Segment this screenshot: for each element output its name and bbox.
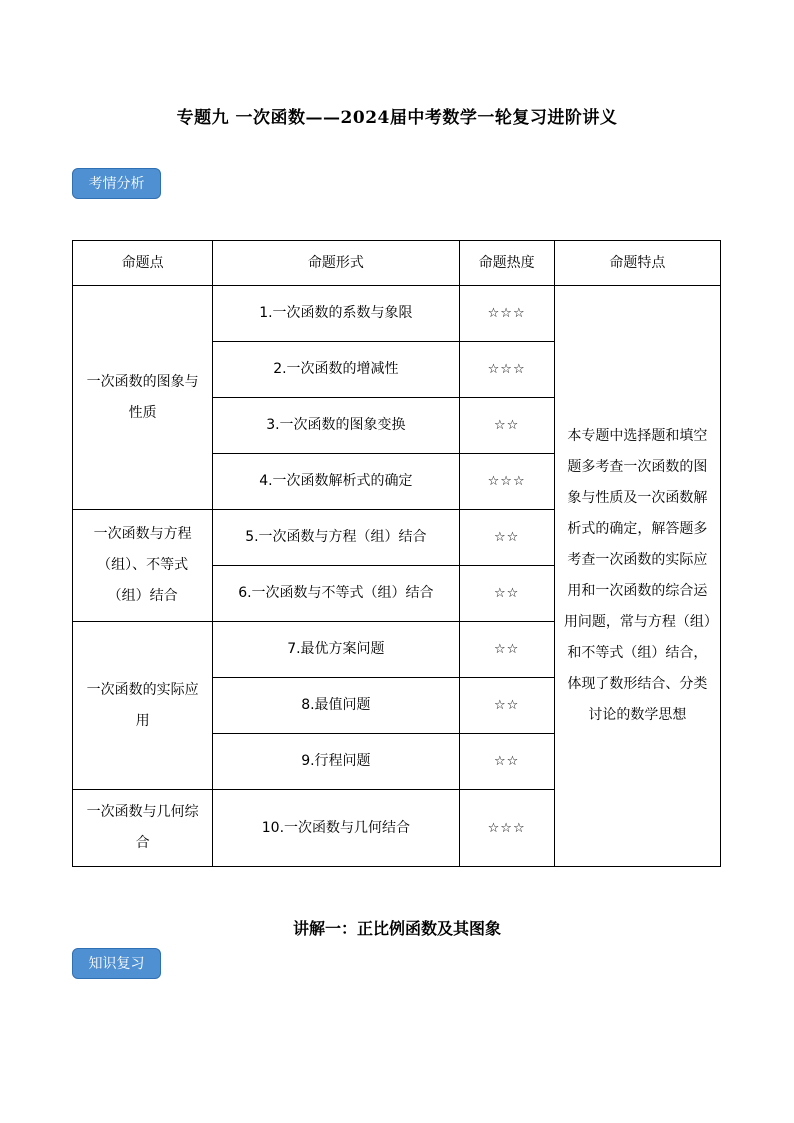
heat-cell: ☆☆: [459, 398, 554, 454]
heat-cell: ☆☆: [459, 622, 554, 678]
header-form: 命题形式: [213, 241, 459, 286]
form-cell: 4.一次函数解析式的确定: [213, 454, 459, 510]
form-cell: 9.行程问题: [213, 734, 459, 790]
review-tag: 知识复习: [72, 948, 161, 979]
header-heat: 命题热度: [459, 241, 554, 286]
heat-cell: ☆☆: [459, 678, 554, 734]
table-header-row: [73, 241, 721, 286]
exam-analysis-table: [72, 240, 721, 867]
heat-cell: ☆☆☆: [459, 790, 554, 867]
heat-cell: ☆☆☆: [459, 286, 554, 342]
analysis-tag: 考情分析: [72, 168, 161, 199]
header-point: 命题点: [73, 241, 213, 286]
page-title: 专题九 一次函数——2024届中考数学一轮复习进阶讲义: [176, 108, 618, 128]
heat-cell: ☆☆: [459, 510, 554, 566]
form-cell: 2.一次函数的增减性: [213, 342, 459, 398]
form-cell: 5.一次函数与方程（组）结合: [213, 510, 459, 566]
point-cell: 一次函数与方程（组）、不等式（组）结合: [73, 510, 213, 622]
heat-cell: ☆☆☆: [459, 454, 554, 510]
form-cell: 3.一次函数的图象变换: [213, 398, 459, 454]
form-cell: 10.一次函数与几何结合: [213, 790, 459, 867]
point-cell: 一次函数的实际应用: [73, 622, 213, 790]
heat-cell: ☆☆: [459, 734, 554, 790]
form-cell: 7.最优方案问题: [213, 622, 459, 678]
form-cell: 1.一次函数的系数与象限: [213, 286, 459, 342]
header-feature: 命题特点: [554, 241, 720, 286]
point-cell: 一次函数与几何综合: [73, 790, 213, 867]
table-row: [73, 286, 721, 342]
form-cell: 6.一次函数与不等式（组）结合: [213, 566, 459, 622]
form-cell: 8.最值问题: [213, 678, 459, 734]
heat-cell: ☆☆: [459, 566, 554, 622]
point-cell: 一次函数的图象与性质: [73, 286, 213, 510]
heat-cell: ☆☆☆: [459, 342, 554, 398]
section-title: 讲解一：正比例函数及其图象: [292, 919, 501, 938]
feature-cell: 本专题中选择题和填空题多考查一次函数的图象与性质及一次函数解析式的确定，解答题多考查一次函数的实际应用和一次函数的综合运用问题，常与方程（组）和不等式（组）结合，体现了数形结合、分类讨论的数学思想: [554, 286, 720, 867]
